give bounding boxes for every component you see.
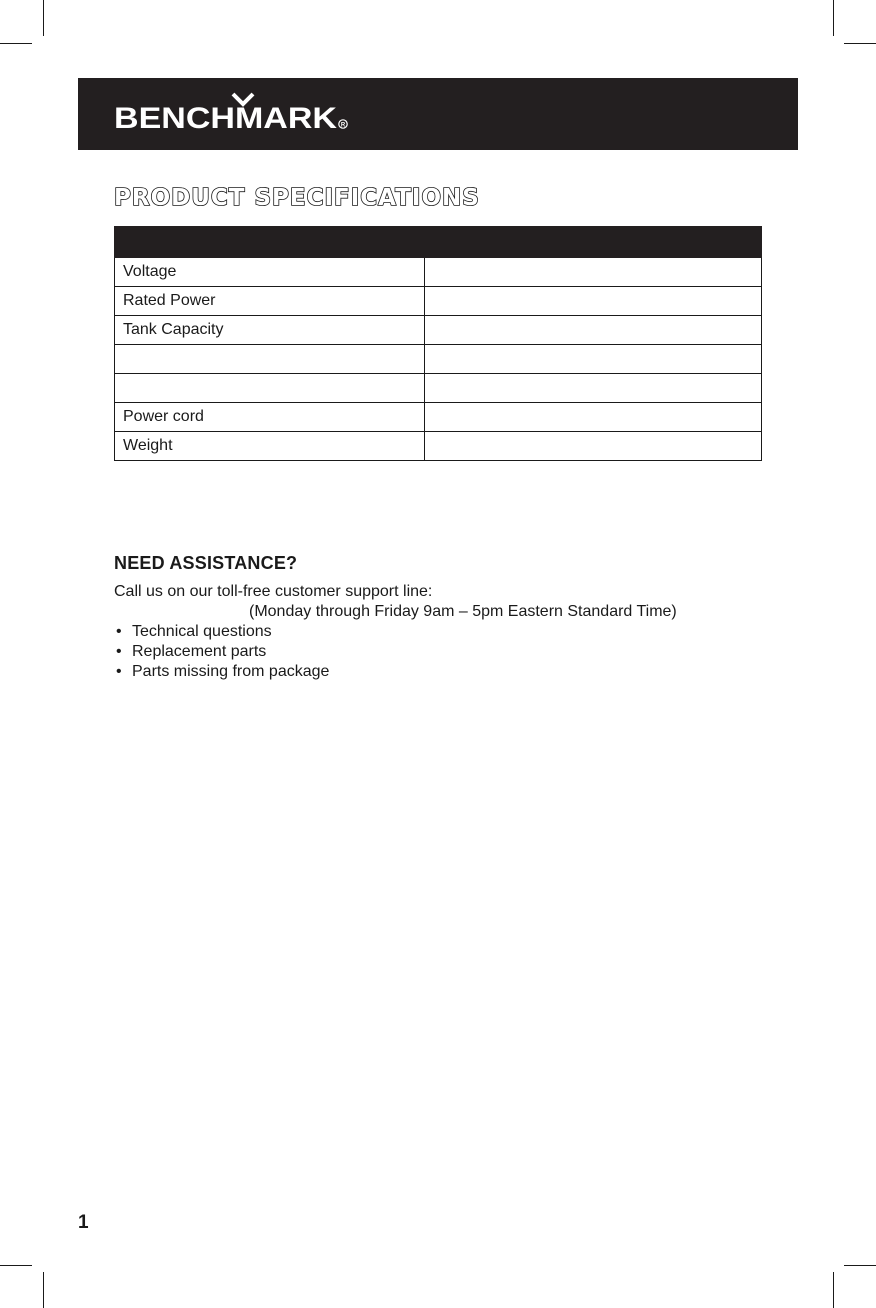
table-row (115, 432, 762, 461)
page-title: PRODUCT SPECIFICATIONS (114, 185, 480, 211)
crop-mark (844, 43, 876, 44)
table-row (115, 374, 762, 403)
crop-mark (844, 1265, 876, 1266)
crop-mark (0, 43, 32, 44)
crop-mark (0, 1265, 32, 1266)
spec-value (425, 316, 762, 345)
spec-value (425, 258, 762, 287)
support-hours-text: (Monday through Friday 9am – 5pm Eastern Standard Time) (249, 603, 677, 620)
table-row (115, 287, 762, 316)
support-line-text: Call us on our toll-free customer support line: (114, 583, 433, 600)
spec-value (425, 374, 762, 403)
spec-value (425, 432, 762, 461)
crop-mark (43, 1272, 44, 1308)
spec-value (425, 403, 762, 432)
assistance-heading: NEED ASSISTANCE? (114, 553, 298, 573)
spec-label: Rated Power (115, 287, 425, 316)
spec-label: Weight (115, 432, 425, 461)
spec-label: Power cord (115, 403, 425, 432)
spec-value (425, 287, 762, 316)
crop-mark (833, 0, 834, 36)
spec-label: Tank Capacity (115, 316, 425, 345)
list-item: • Technical questions (114, 622, 329, 642)
list-item: • Parts missing from package (114, 662, 329, 682)
spec-label (115, 374, 425, 403)
page-number: 1 (78, 1212, 89, 1233)
spec-table (114, 226, 762, 461)
list-item: • Replacement parts (114, 642, 329, 662)
crop-mark (43, 0, 44, 36)
spec-value (425, 345, 762, 374)
spec-label: Voltage (115, 258, 425, 287)
table-row (115, 258, 762, 287)
table-row (115, 316, 762, 345)
svg-text:R: R (340, 122, 346, 129)
brand-logo (114, 92, 350, 132)
spec-label (115, 345, 425, 374)
assistance-list (114, 622, 329, 682)
spec-table-header-row (115, 227, 762, 258)
table-row (115, 345, 762, 374)
table-row (115, 403, 762, 432)
spec-table-header-cell (115, 227, 425, 258)
svg-text:BENCHMARK: BENCHMARK (114, 102, 338, 132)
benchmark-logo-icon (114, 92, 350, 132)
crop-mark (833, 1272, 834, 1308)
spec-table-header-cell (425, 227, 762, 258)
